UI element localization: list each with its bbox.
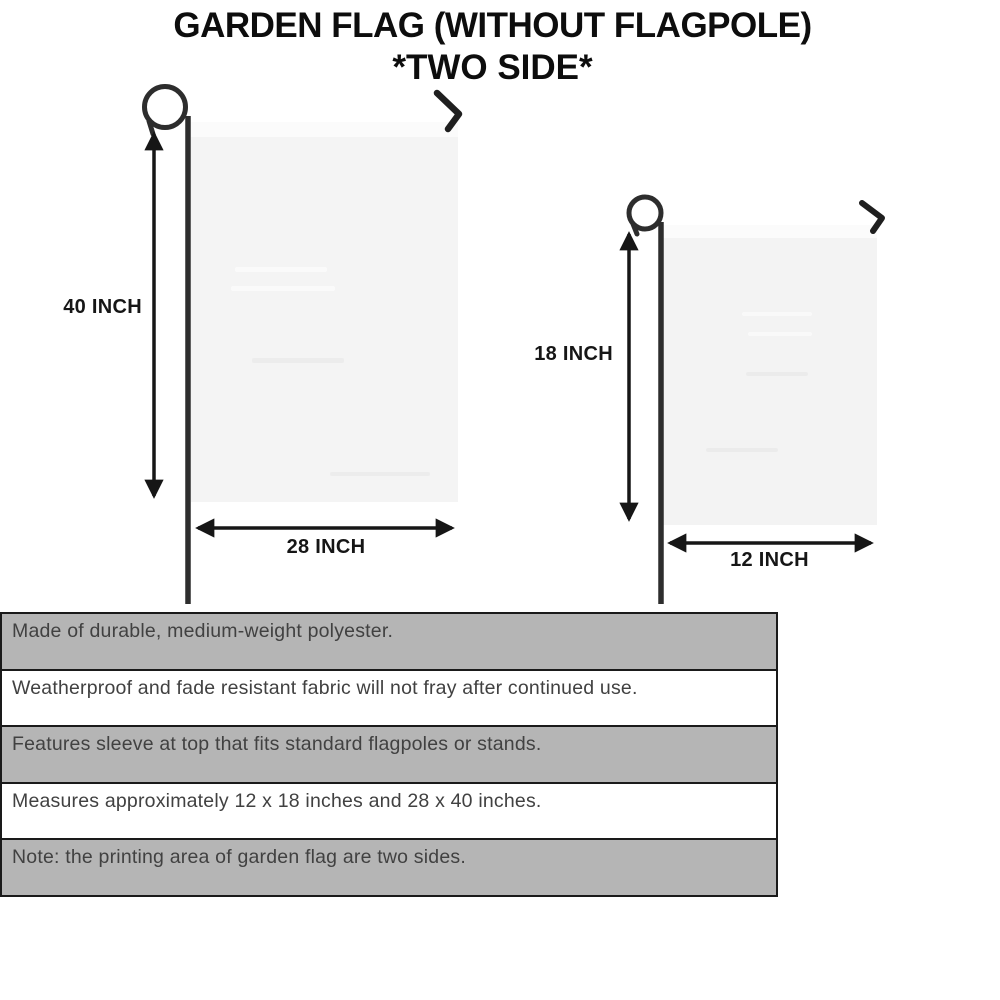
small-width-label: 12 INCH	[730, 549, 809, 571]
feature-row-measurements: Measures approximately 12 x 18 inches and 28 x 40 inches.	[2, 784, 776, 841]
large-width-label: 28 INCH	[286, 536, 366, 558]
large-flag-assembly	[145, 87, 460, 605]
feature-row-material: Made of durable, medium-weight polyester.	[2, 614, 776, 671]
features-panel	[0, 612, 778, 897]
large-flag-body	[191, 122, 458, 502]
title-line-2: *TWO SIDE*	[392, 48, 593, 87]
feature-row-note: Note: the printing area of garden flag are two sides.	[2, 840, 776, 895]
small-flag-assembly	[629, 197, 882, 604]
title-line-1: GARDEN FLAG (WITHOUT FLAGPOLE)	[173, 6, 812, 45]
feature-row-weatherproof: Weatherproof and fade resistant fabric will not fray after continued use.	[2, 671, 776, 728]
small-flag-sleeve	[663, 225, 877, 238]
large-flag-sleeve	[191, 122, 458, 137]
small-height-label: 18 INCH	[534, 343, 613, 365]
feature-row-sleeve: Features sleeve at top that fits standard flagpoles or stands.	[2, 727, 776, 784]
large-height-label: 40 INCH	[63, 296, 142, 318]
